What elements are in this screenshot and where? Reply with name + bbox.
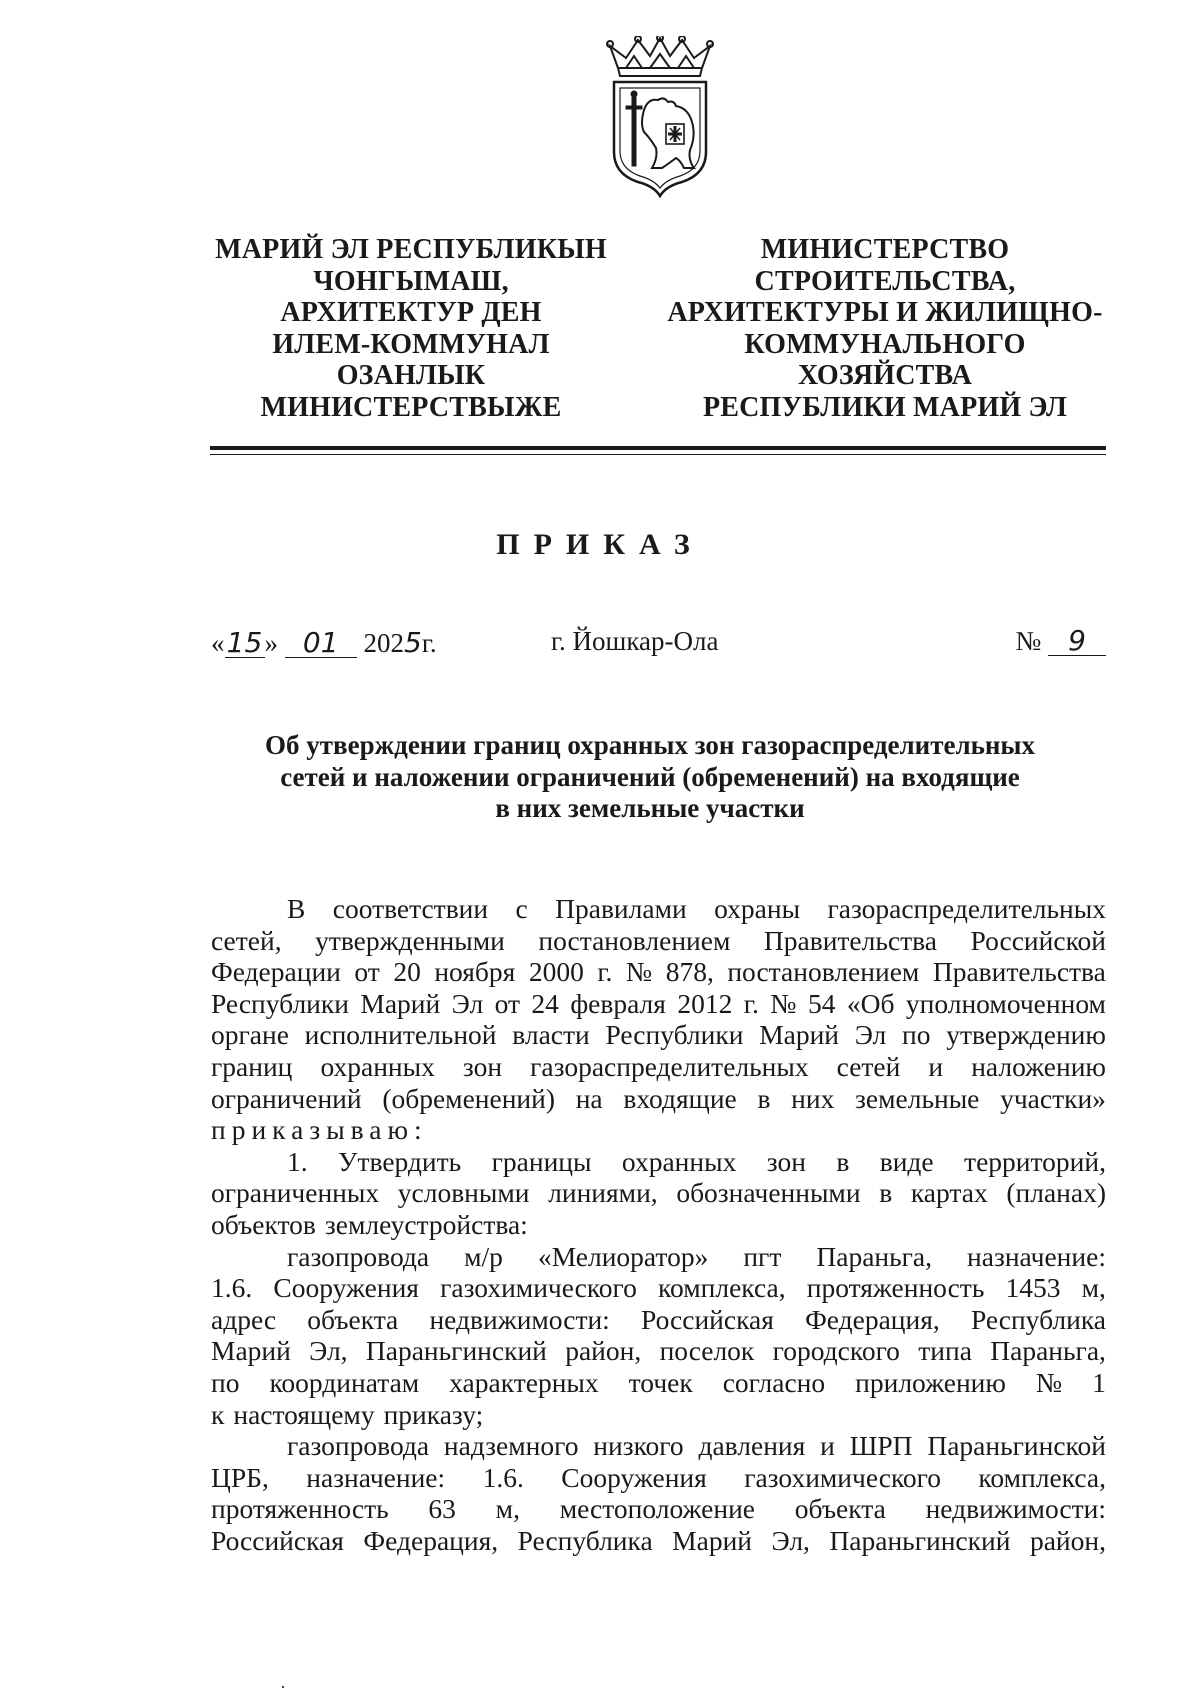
body-line [211, 1083, 1106, 1115]
body-word: 1453 [1005, 1272, 1061, 1304]
body-word: и [820, 1430, 835, 1462]
header-left-line: ОЗАНЛЫК [336, 360, 486, 391]
body-word: комплекса, [658, 1272, 786, 1304]
body-word: Правительства [763, 924, 937, 956]
body-line [211, 1209, 1106, 1241]
body-word: 2012 [677, 987, 733, 1019]
body-word: зон [766, 1145, 806, 1177]
body-word: с [515, 893, 528, 924]
body-word: Сооружения [273, 1272, 419, 1304]
body-word: февраля [570, 987, 666, 1019]
body-line [211, 1019, 1106, 1051]
body-word: и [928, 1050, 944, 1082]
body-line [211, 893, 1106, 925]
body-word: район, [565, 1335, 642, 1367]
date-year-prefix: 202 [363, 628, 404, 658]
body-word: Республика [970, 1303, 1106, 1335]
body-word: г. [597, 956, 613, 988]
body-line [211, 1177, 1106, 1209]
body-word: сетей, [211, 924, 282, 956]
body-word: ограниченных [211, 1177, 380, 1209]
body-word: 54 [807, 987, 836, 1019]
date-year-digit: 5 [404, 626, 422, 659]
header-divider-thin [210, 454, 1106, 455]
body-word: Российская [641, 1303, 774, 1335]
body-word: м, [1081, 1272, 1106, 1304]
body-line [211, 1367, 1106, 1399]
header-left-line: АРХИТЕКТУР ДЕН [280, 297, 542, 328]
body-word: Марий [211, 1335, 291, 1367]
body-word: объекта [794, 1493, 886, 1525]
body-word: Российской [970, 924, 1106, 956]
subject-line: сетей и наложении ограничений (обременений) на входящие [280, 761, 1020, 792]
body-line [211, 1462, 1106, 1494]
body-word: Федерации [211, 956, 341, 988]
body-word: на [575, 1082, 603, 1114]
body-word: Правительства [932, 956, 1106, 988]
body-word: Правилами [555, 893, 687, 924]
body-word: протяженность [211, 1493, 389, 1525]
body-line [211, 1335, 1106, 1367]
body-word: в [757, 1082, 771, 1114]
body-word: недвижимости: [925, 1493, 1106, 1525]
body-word: объекта [307, 1303, 399, 1335]
body-word: Республики [605, 1019, 744, 1051]
body-word: Эл [451, 987, 484, 1019]
body-line [211, 1272, 1106, 1304]
document-body [211, 893, 1106, 1556]
date-year-suffix: г. [421, 628, 437, 658]
body-word: № [625, 956, 653, 988]
body-word: территорий, [964, 1145, 1106, 1177]
body-word: соответствии [332, 893, 489, 924]
body-word: органе [211, 1019, 289, 1051]
header-right-block [660, 234, 1110, 423]
body-word: от [494, 987, 520, 1019]
body-word: настоящему [233, 1398, 375, 1430]
body-word: 20 [393, 956, 421, 988]
body-word: охранных [621, 1145, 737, 1177]
header-left-block [196, 234, 626, 423]
body-word: Параньга, [990, 1335, 1106, 1367]
dateline [211, 626, 1106, 666]
body-word: Республики [211, 987, 349, 1019]
body-word: наложению [971, 1050, 1106, 1082]
body-word: 878, [665, 956, 714, 988]
body-word: Республика [517, 1524, 653, 1556]
body-word: охранных [320, 1050, 435, 1082]
body-word: объектов [211, 1208, 316, 1240]
body-word: землеустройства: [324, 1208, 528, 1240]
body-word: Эл, [771, 1524, 810, 1556]
body-line [211, 1430, 1106, 1462]
body-word: Утвердить [338, 1145, 462, 1177]
body-line [211, 988, 1106, 1020]
header-right-line: КОММУНАЛЬНОГО [744, 328, 1026, 360]
body-word: газораспределительных [827, 893, 1106, 924]
body-word: власти [512, 1019, 590, 1051]
body-word: городского [772, 1335, 900, 1367]
body-word: обозначенными [676, 1177, 861, 1209]
body-word: участки» [1000, 1082, 1106, 1114]
body-word: охраны [714, 893, 801, 924]
body-word: назначение: [967, 1240, 1106, 1272]
body-word: газохимического [744, 1461, 942, 1493]
body-word: протяженность [806, 1272, 985, 1304]
body-word: г. [743, 987, 759, 1019]
body-word: давления [698, 1430, 806, 1462]
body-word: комплекса, [978, 1461, 1106, 1493]
number-value: 9 [1048, 627, 1106, 656]
body-word: зон [462, 1050, 503, 1082]
subject-line: Об утверждении границ охранных зон газораспределительных [264, 730, 1036, 760]
body-word: район, [1029, 1524, 1106, 1556]
body-word: от [354, 956, 380, 988]
body-word: в [879, 1177, 893, 1209]
header-divider-thick [210, 446, 1106, 450]
body-line [211, 1493, 1106, 1525]
body-word: В [287, 893, 306, 924]
body-word: Параньга, [816, 1240, 933, 1272]
body-word: исполнительной [304, 1019, 497, 1051]
document-date [211, 626, 437, 659]
body-word: характерных [449, 1366, 599, 1398]
body-word: ШРП [849, 1430, 913, 1462]
body-word: приказываю: [211, 1114, 428, 1146]
body-word: поселок [659, 1335, 755, 1367]
date-close-quote: » [264, 628, 278, 658]
body-word: Параньгинский [829, 1524, 1011, 1556]
body-word: Параньгинский [365, 1335, 547, 1367]
document-city: г. Йошкар-Ола [551, 626, 719, 656]
date-month: 01 [285, 629, 357, 658]
body-word: 63 [428, 1493, 456, 1525]
body-word: точек [628, 1366, 693, 1398]
body-line [211, 925, 1106, 957]
header-right-line: АРХИТЕКТУРЫ И ЖИЛИЩНО- [667, 297, 1103, 328]
body-word: Федерация, [363, 1524, 499, 1556]
body-line [211, 1399, 1106, 1431]
body-word: Эл, [309, 1335, 348, 1367]
body-word: ограничений [211, 1082, 362, 1114]
body-word: утвержденными [315, 924, 505, 956]
body-word: Российская [211, 1524, 344, 1556]
header-left-line: МИНИСТЕРСТВЫЖЕ [260, 391, 562, 423]
body-word: Эл [854, 1019, 887, 1051]
body-word: местоположение [559, 1493, 755, 1525]
body-word: к [211, 1398, 225, 1430]
body-word: Марий [672, 1524, 753, 1556]
body-line [211, 956, 1106, 988]
body-word: согласно [722, 1366, 826, 1398]
body-word: границы [491, 1145, 592, 1177]
body-word: условными [397, 1177, 530, 1209]
document-number [1015, 626, 1106, 657]
coat-of-arms-icon [604, 36, 716, 198]
body-line [211, 1304, 1106, 1336]
header-right-line: ХОЗЯЙСТВА [797, 360, 973, 391]
body-word: 1 [1092, 1366, 1106, 1398]
body-word: постановлением [538, 924, 731, 956]
body-word: м, [495, 1493, 520, 1525]
body-word: 24 [531, 987, 559, 1019]
document-subject [200, 730, 1100, 825]
header-left-line: МАРИЙ ЭЛ РЕСПУБЛИКЫН [215, 234, 607, 265]
body-word: уполномоченном [905, 987, 1106, 1019]
body-word: «Мелиоратор» [537, 1240, 709, 1272]
date-open-quote: « [211, 628, 225, 658]
body-word: газопровода [287, 1430, 430, 1462]
body-word: газораспределительных [530, 1050, 809, 1082]
body-word: Федерация, [805, 1303, 940, 1335]
body-word: Параньгинской [927, 1430, 1106, 1462]
body-word: 1.6. [211, 1272, 253, 1304]
body-word: приказу; [383, 1398, 484, 1430]
body-line [211, 1114, 1106, 1146]
body-word: (планах) [1006, 1177, 1106, 1209]
body-word: сетей [836, 1050, 901, 1082]
body-word: 1.6. [482, 1461, 524, 1493]
body-word: земельные [855, 1082, 980, 1114]
body-word: недвижимости: [429, 1303, 610, 1335]
body-word: надземного [443, 1430, 579, 1462]
body-word: ЦРБ, [211, 1461, 269, 1493]
body-word: картах [910, 1177, 988, 1209]
body-line [211, 1525, 1106, 1557]
header-right-line: СТРОИТЕЛЬСТВА, [754, 265, 1016, 297]
body-word: пгт [743, 1240, 782, 1272]
body-word: типа [918, 1335, 972, 1367]
body-word: 1. [287, 1145, 308, 1177]
date-day: 15 [225, 629, 265, 658]
body-word: Сооружения [561, 1461, 707, 1493]
body-word: входящие [623, 1082, 737, 1114]
body-word: приложению [855, 1366, 1006, 1398]
body-word: постановлением [727, 956, 920, 988]
body-word: газохимического [440, 1272, 637, 1304]
body-word: назначение: [306, 1461, 446, 1493]
header-right-line: РЕСПУБЛИКИ МАРИЙ ЭЛ [702, 391, 1068, 423]
header-right-line: МИНИСТЕРСТВО [760, 234, 1010, 265]
body-word: координатам [269, 1366, 420, 1398]
body-word: № [1035, 1366, 1063, 1398]
body-word: м/р [464, 1240, 503, 1272]
body-word: в [836, 1145, 850, 1177]
body-word: ноября [434, 956, 516, 988]
body-word: «Об [846, 987, 895, 1019]
body-word: Марий [360, 987, 441, 1019]
body-word: виде [879, 1145, 934, 1177]
body-line [211, 1241, 1106, 1273]
body-word: (обременений) [382, 1082, 556, 1114]
scan-speck [282, 1686, 284, 1688]
header-left-line: ИЛЕМ-КОММУНАЛ [272, 328, 550, 360]
body-word: № [770, 987, 797, 1019]
body-word: утверждению [946, 1019, 1106, 1051]
header-left-line: ЧОНГЫМАШ, [313, 265, 509, 297]
document-title: ПРИКАЗ [496, 528, 704, 561]
body-line [211, 1146, 1106, 1178]
body-line [211, 1051, 1106, 1083]
body-word: адрес [211, 1303, 277, 1335]
number-label: № [1015, 626, 1042, 656]
body-word: по [902, 1019, 931, 1051]
body-word: низкого [593, 1430, 684, 1462]
subject-line: в них земельные участки [495, 793, 805, 823]
body-word: по [211, 1366, 240, 1398]
body-word: линиями, [548, 1177, 658, 1209]
body-word: газопровода [287, 1240, 430, 1272]
body-word: 2000 [528, 956, 584, 988]
body-word: них [791, 1082, 835, 1114]
body-word: Марий [759, 1019, 840, 1051]
body-word: границ [211, 1050, 293, 1082]
